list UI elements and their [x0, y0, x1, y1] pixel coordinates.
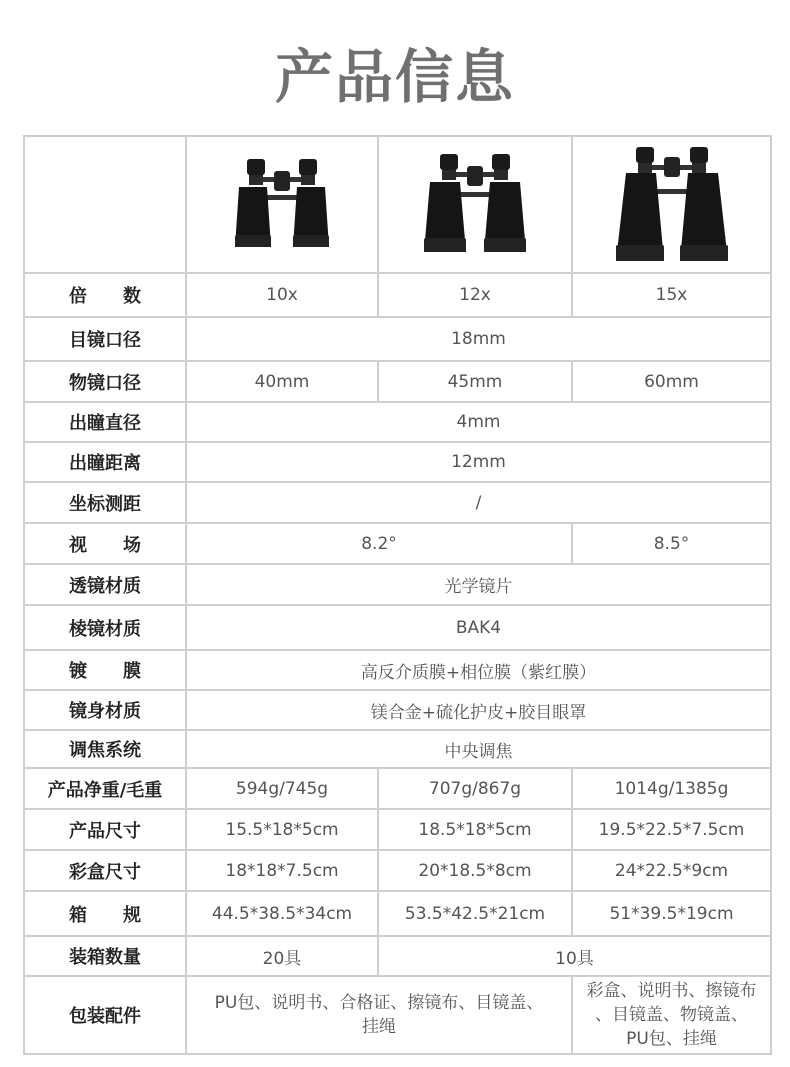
- cell-value: 高反介质膜+相位膜（紫红膜）: [186, 650, 771, 690]
- cell-value: 1014g/1385g: [572, 768, 771, 809]
- cell-value: 707g/867g: [378, 768, 572, 809]
- cell-value: 10x: [186, 273, 378, 317]
- cell-value: 60mm: [572, 361, 771, 402]
- row-size: [24, 809, 771, 850]
- row-label: 倍 数: [24, 273, 186, 317]
- row-label: 调焦系统: [24, 730, 186, 768]
- accessories-line: 彩盒、说明书、擦镜布: [586, 981, 757, 1001]
- cell-value: 4mm: [186, 402, 771, 442]
- row-label: 装箱数量: [24, 936, 186, 976]
- row-label: 包装配件: [24, 976, 186, 1054]
- row-eye-relief: [24, 442, 771, 482]
- accessories-line: 挂绳: [362, 1017, 396, 1037]
- accessories-cell-15x: [572, 976, 771, 1054]
- binoculars-12x-image: [378, 136, 572, 273]
- cell-value: /: [186, 482, 771, 523]
- row-prism-material: [24, 605, 771, 650]
- cell-value: 44.5*38.5*34cm: [186, 891, 378, 936]
- cell-value: 8.5°: [572, 523, 771, 564]
- cell-value: 18.5*18*5cm: [378, 809, 572, 850]
- cell-value: 53.5*42.5*21cm: [378, 891, 572, 936]
- row-magnification: [24, 273, 771, 317]
- row-eyepiece: [24, 317, 771, 361]
- row-label: 箱 规: [24, 891, 186, 936]
- cell-value: BAK4: [186, 605, 771, 650]
- row-coating: [24, 650, 771, 690]
- row-label: 坐标测距: [24, 482, 186, 523]
- row-exit-pupil: [24, 402, 771, 442]
- row-label: 目镜口径: [24, 317, 186, 361]
- row-objective: [24, 361, 771, 402]
- row-field: [24, 523, 771, 564]
- image-row: [24, 136, 771, 273]
- cell-value: 光学镜片: [186, 564, 771, 605]
- row-label: 产品尺寸: [24, 809, 186, 850]
- row-body-material: [24, 690, 771, 730]
- row-label: 透镜材质: [24, 564, 186, 605]
- cell-value: 19.5*22.5*7.5cm: [572, 809, 771, 850]
- row-accessories: [24, 976, 771, 1054]
- cell-value: 中央调焦: [186, 730, 771, 768]
- binoculars-10x-image: [186, 136, 378, 273]
- accessories-line: PU包、挂绳: [626, 1029, 717, 1049]
- cell-value: 51*39.5*19cm: [572, 891, 771, 936]
- accessories-line: 、目镜盖、物镜盖、: [595, 1005, 748, 1025]
- row-weight: [24, 768, 771, 809]
- cell-value: 20具: [186, 936, 378, 976]
- row-label: 视 场: [24, 523, 186, 564]
- cell-value: 10具: [378, 936, 771, 976]
- row-carton: [24, 891, 771, 936]
- corner-cell: [24, 136, 186, 273]
- row-quantity: [24, 936, 771, 976]
- cell-value: 45mm: [378, 361, 572, 402]
- cell-value: 15x: [572, 273, 771, 317]
- row-box-size: [24, 850, 771, 891]
- row-label: 彩盒尺寸: [24, 850, 186, 891]
- cell-value: 18mm: [186, 317, 771, 361]
- row-label: 物镜口径: [24, 361, 186, 402]
- cell-value: 镁合金+硫化护皮+胶目眼罩: [186, 690, 771, 730]
- row-label: 产品净重/毛重: [24, 768, 186, 809]
- row-label: 镀 膜: [24, 650, 186, 690]
- row-lens-material: [24, 564, 771, 605]
- cell-value: 24*22.5*9cm: [572, 850, 771, 891]
- row-label: 镜身材质: [24, 690, 186, 730]
- cell-value: 12x: [378, 273, 572, 317]
- cell-value: 18*18*7.5cm: [186, 850, 378, 891]
- row-rangefinder: [24, 482, 771, 523]
- accessories-cell-10x-12x: [186, 976, 572, 1054]
- spec-table: [23, 135, 772, 1055]
- cell-value: 8.2°: [186, 523, 572, 564]
- cell-value: 40mm: [186, 361, 378, 402]
- row-label: 出瞳直径: [24, 402, 186, 442]
- cell-value: 12mm: [186, 442, 771, 482]
- page-title: 产品信息: [274, 43, 515, 111]
- accessories-line: PU包、说明书、合格证、擦镜布、目镜盖、: [214, 993, 544, 1013]
- cell-value: 20*18.5*8cm: [378, 850, 572, 891]
- row-focus: [24, 730, 771, 768]
- cell-value: 15.5*18*5cm: [186, 809, 378, 850]
- binoculars-15x-image: [572, 136, 771, 273]
- cell-value: 594g/745g: [186, 768, 378, 809]
- row-label: 棱镜材质: [24, 605, 186, 650]
- row-label: 出瞳距离: [24, 442, 186, 482]
